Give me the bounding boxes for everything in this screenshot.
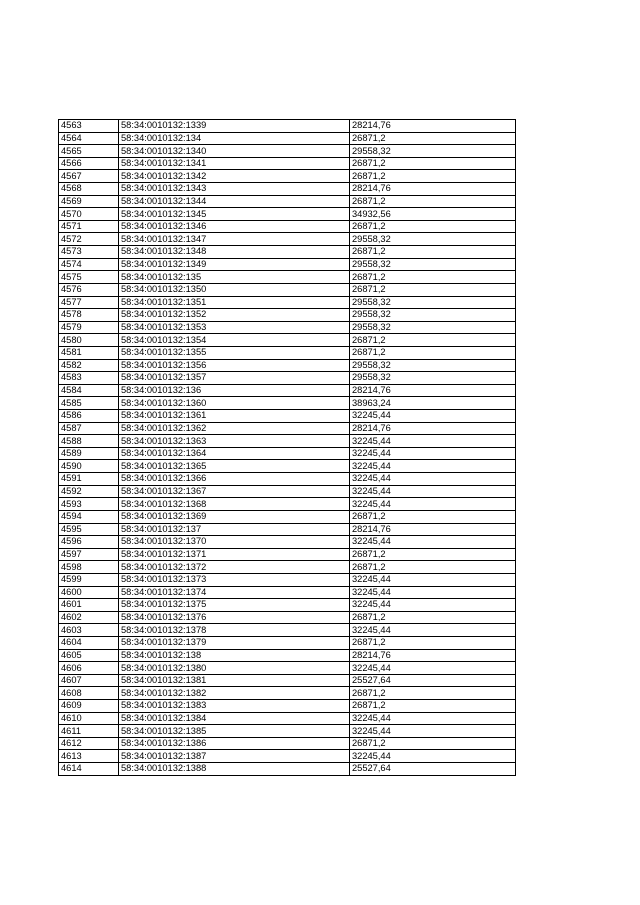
row-number-cell: 4576 (59, 283, 119, 296)
row-number-cell: 4567 (59, 170, 119, 183)
table-row (59, 750, 516, 763)
table-row (59, 712, 516, 725)
cadastral-number-cell: 58:34:0010132:135 (119, 271, 350, 284)
value-cell: 32245,44 (350, 447, 516, 460)
cadastral-number-cell: 58:34:0010132:1357 (119, 372, 350, 385)
value-cell: 32245,44 (350, 750, 516, 763)
row-number-cell: 4589 (59, 447, 119, 460)
value-cell: 28214,76 (350, 183, 516, 196)
row-number-cell: 4565 (59, 145, 119, 158)
row-number-cell: 4573 (59, 246, 119, 259)
value-cell: 28214,76 (350, 422, 516, 435)
value-cell: 32245,44 (350, 536, 516, 549)
row-number-cell: 4609 (59, 700, 119, 713)
cadastral-number-cell: 58:34:0010132:1342 (119, 170, 350, 183)
value-cell: 26871,2 (350, 611, 516, 624)
table-row (59, 309, 516, 322)
cadastral-number-cell: 58:34:0010132:1345 (119, 208, 350, 221)
table-row (59, 485, 516, 498)
cadastral-number-cell: 58:34:0010132:1380 (119, 662, 350, 675)
row-number-cell: 4607 (59, 674, 119, 687)
row-number-cell: 4595 (59, 523, 119, 536)
cadastral-number-cell: 58:34:0010132:1387 (119, 750, 350, 763)
value-cell: 29558,32 (350, 309, 516, 322)
value-cell: 26871,2 (350, 687, 516, 700)
table-row (59, 548, 516, 561)
document-page (58, 119, 515, 776)
cadastral-number-cell: 58:34:0010132:1356 (119, 359, 350, 372)
row-number-cell: 4571 (59, 220, 119, 233)
table-row (59, 157, 516, 170)
row-number-cell: 4563 (59, 120, 119, 133)
value-cell: 29558,32 (350, 321, 516, 334)
table-row (59, 611, 516, 624)
row-number-cell: 4603 (59, 624, 119, 637)
cadastral-number-cell: 58:34:0010132:1386 (119, 737, 350, 750)
value-cell: 32245,44 (350, 435, 516, 448)
value-cell: 26871,2 (350, 737, 516, 750)
value-cell: 32245,44 (350, 662, 516, 675)
cadastral-number-cell: 58:34:0010132:1353 (119, 321, 350, 334)
value-cell: 26871,2 (350, 132, 516, 145)
cadastral-number-cell: 58:34:0010132:1347 (119, 233, 350, 246)
value-cell: 32245,44 (350, 498, 516, 511)
row-number-cell: 4570 (59, 208, 119, 221)
value-cell: 26871,2 (350, 220, 516, 233)
row-number-cell: 4584 (59, 384, 119, 397)
value-cell: 32245,44 (350, 725, 516, 738)
value-cell: 25527,64 (350, 674, 516, 687)
value-cell: 32245,44 (350, 586, 516, 599)
table-row (59, 473, 516, 486)
table-row (59, 321, 516, 334)
table-row (59, 170, 516, 183)
table-row (59, 737, 516, 750)
value-cell: 38963,24 (350, 397, 516, 410)
cadastral-number-cell: 58:34:0010132:137 (119, 523, 350, 536)
row-number-cell: 4574 (59, 258, 119, 271)
table-row (59, 510, 516, 523)
value-cell: 29558,32 (350, 372, 516, 385)
table-row (59, 145, 516, 158)
table-row (59, 636, 516, 649)
row-number-cell: 4593 (59, 498, 119, 511)
value-cell: 32245,44 (350, 485, 516, 498)
row-number-cell: 4605 (59, 649, 119, 662)
row-number-cell: 4577 (59, 296, 119, 309)
row-number-cell: 4583 (59, 372, 119, 385)
cadastral-number-cell: 58:34:0010132:1385 (119, 725, 350, 738)
value-cell: 29558,32 (350, 296, 516, 309)
table-row (59, 271, 516, 284)
cadastral-number-cell: 58:34:0010132:1346 (119, 220, 350, 233)
value-cell: 28214,76 (350, 649, 516, 662)
row-number-cell: 4581 (59, 346, 119, 359)
row-number-cell: 4606 (59, 662, 119, 675)
value-cell: 26871,2 (350, 246, 516, 259)
row-number-cell: 4580 (59, 334, 119, 347)
value-cell: 28214,76 (350, 523, 516, 536)
value-cell: 26871,2 (350, 510, 516, 523)
row-number-cell: 4611 (59, 725, 119, 738)
cadastral-number-cell: 58:34:0010132:1372 (119, 561, 350, 574)
table-row (59, 397, 516, 410)
cadastral-number-cell: 58:34:0010132:1368 (119, 498, 350, 511)
value-cell: 32245,44 (350, 599, 516, 612)
cadastral-number-cell: 58:34:0010132:1376 (119, 611, 350, 624)
table-row (59, 536, 516, 549)
table-row (59, 498, 516, 511)
cadastral-number-cell: 58:34:0010132:1362 (119, 422, 350, 435)
table-row (59, 258, 516, 271)
row-number-cell: 4578 (59, 309, 119, 322)
row-number-cell: 4602 (59, 611, 119, 624)
table-row (59, 561, 516, 574)
row-number-cell: 4600 (59, 586, 119, 599)
cadastral-number-cell: 58:34:0010132:1370 (119, 536, 350, 549)
value-cell: 29558,32 (350, 359, 516, 372)
value-cell: 26871,2 (350, 170, 516, 183)
value-cell: 34932,56 (350, 208, 516, 221)
cadastral-number-cell: 58:34:0010132:1371 (119, 548, 350, 561)
row-number-cell: 4588 (59, 435, 119, 448)
row-number-cell: 4610 (59, 712, 119, 725)
table-row (59, 283, 516, 296)
row-number-cell: 4572 (59, 233, 119, 246)
table-row (59, 687, 516, 700)
value-cell: 28214,76 (350, 384, 516, 397)
table-row (59, 384, 516, 397)
value-cell: 32245,44 (350, 712, 516, 725)
table-row (59, 624, 516, 637)
row-number-cell: 4613 (59, 750, 119, 763)
row-number-cell: 4601 (59, 599, 119, 612)
row-number-cell: 4614 (59, 763, 119, 776)
row-number-cell: 4569 (59, 195, 119, 208)
row-number-cell: 4592 (59, 485, 119, 498)
value-cell: 32245,44 (350, 473, 516, 486)
value-cell: 29558,32 (350, 145, 516, 158)
table-row (59, 246, 516, 259)
table-row (59, 586, 516, 599)
row-number-cell: 4587 (59, 422, 119, 435)
cadastral-number-cell: 58:34:0010132:1352 (119, 309, 350, 322)
cadastral-number-cell: 58:34:0010132:1349 (119, 258, 350, 271)
table-row (59, 233, 516, 246)
row-number-cell: 4575 (59, 271, 119, 284)
row-number-cell: 4596 (59, 536, 119, 549)
value-cell: 26871,2 (350, 636, 516, 649)
value-cell: 26871,2 (350, 334, 516, 347)
cadastral-number-cell: 58:34:0010132:1350 (119, 283, 350, 296)
table-row (59, 599, 516, 612)
table-row (59, 195, 516, 208)
row-number-cell: 4582 (59, 359, 119, 372)
row-number-cell: 4594 (59, 510, 119, 523)
table-body (59, 120, 516, 776)
cadastral-number-cell: 58:34:0010132:1355 (119, 346, 350, 359)
table-row (59, 422, 516, 435)
row-number-cell: 4612 (59, 737, 119, 750)
row-number-cell: 4608 (59, 687, 119, 700)
table-row (59, 447, 516, 460)
cadastral-number-cell: 58:34:0010132:1383 (119, 700, 350, 713)
value-cell: 32245,44 (350, 410, 516, 423)
table-row (59, 346, 516, 359)
table-row (59, 460, 516, 473)
table-row (59, 649, 516, 662)
value-cell: 26871,2 (350, 195, 516, 208)
cadastral-number-cell: 58:34:0010132:1375 (119, 599, 350, 612)
table-row (59, 220, 516, 233)
table-row (59, 372, 516, 385)
cadastral-number-cell: 58:34:0010132:1344 (119, 195, 350, 208)
cadastral-number-cell: 58:34:0010132:1348 (119, 246, 350, 259)
cadastral-number-cell: 58:34:0010132:1339 (119, 120, 350, 133)
cadastral-number-cell: 58:34:0010132:1374 (119, 586, 350, 599)
cadastral-number-cell: 58:34:0010132:1369 (119, 510, 350, 523)
row-number-cell: 4590 (59, 460, 119, 473)
value-cell: 25527,64 (350, 763, 516, 776)
cadastral-number-cell: 58:34:0010132:1373 (119, 573, 350, 586)
table-row (59, 208, 516, 221)
cadastral-number-cell: 58:34:0010132:134 (119, 132, 350, 145)
row-number-cell: 4586 (59, 410, 119, 423)
table-row (59, 662, 516, 675)
row-number-cell: 4597 (59, 548, 119, 561)
cadastral-number-cell: 58:34:0010132:1379 (119, 636, 350, 649)
row-number-cell: 4579 (59, 321, 119, 334)
cadastral-number-cell: 58:34:0010132:1366 (119, 473, 350, 486)
table-row (59, 132, 516, 145)
row-number-cell: 4591 (59, 473, 119, 486)
value-cell: 29558,32 (350, 233, 516, 246)
cadastral-number-cell: 58:34:0010132:1343 (119, 183, 350, 196)
cadastral-number-cell: 58:34:0010132:1382 (119, 687, 350, 700)
row-number-cell: 4599 (59, 573, 119, 586)
value-cell: 26871,2 (350, 283, 516, 296)
table-row (59, 700, 516, 713)
value-cell: 26871,2 (350, 157, 516, 170)
row-number-cell: 4585 (59, 397, 119, 410)
cadastral-number-cell: 58:34:0010132:138 (119, 649, 350, 662)
value-cell: 26871,2 (350, 346, 516, 359)
table-row (59, 120, 516, 133)
cadastral-number-cell: 58:34:0010132:1360 (119, 397, 350, 410)
table-row (59, 296, 516, 309)
value-cell: 26871,2 (350, 700, 516, 713)
value-cell: 32245,44 (350, 573, 516, 586)
cadastral-number-cell: 58:34:0010132:1363 (119, 435, 350, 448)
row-number-cell: 4566 (59, 157, 119, 170)
cadastral-number-cell: 58:34:0010132:1365 (119, 460, 350, 473)
cadastral-number-cell: 58:34:0010132:1378 (119, 624, 350, 637)
table-row (59, 674, 516, 687)
cadastral-number-cell: 58:34:0010132:1351 (119, 296, 350, 309)
cadastral-number-cell: 58:34:0010132:1381 (119, 674, 350, 687)
row-number-cell: 4564 (59, 132, 119, 145)
value-cell: 26871,2 (350, 561, 516, 574)
table-row (59, 435, 516, 448)
table-row (59, 763, 516, 776)
value-cell: 28214,76 (350, 120, 516, 133)
value-cell: 32245,44 (350, 624, 516, 637)
row-number-cell: 4604 (59, 636, 119, 649)
table-row (59, 359, 516, 372)
table-row (59, 573, 516, 586)
table-row (59, 523, 516, 536)
data-table (58, 119, 516, 776)
cadastral-number-cell: 58:34:0010132:1384 (119, 712, 350, 725)
value-cell: 26871,2 (350, 271, 516, 284)
cadastral-number-cell: 58:34:0010132:1341 (119, 157, 350, 170)
cadastral-number-cell: 58:34:0010132:1367 (119, 485, 350, 498)
table-row (59, 410, 516, 423)
row-number-cell: 4598 (59, 561, 119, 574)
table-row (59, 725, 516, 738)
cadastral-number-cell: 58:34:0010132:136 (119, 384, 350, 397)
cadastral-number-cell: 58:34:0010132:1388 (119, 763, 350, 776)
value-cell: 26871,2 (350, 548, 516, 561)
row-number-cell: 4568 (59, 183, 119, 196)
value-cell: 32245,44 (350, 460, 516, 473)
cadastral-number-cell: 58:34:0010132:1361 (119, 410, 350, 423)
cadastral-number-cell: 58:34:0010132:1364 (119, 447, 350, 460)
table-row (59, 334, 516, 347)
cadastral-number-cell: 58:34:0010132:1354 (119, 334, 350, 347)
value-cell: 29558,32 (350, 258, 516, 271)
cadastral-number-cell: 58:34:0010132:1340 (119, 145, 350, 158)
table-row (59, 183, 516, 196)
